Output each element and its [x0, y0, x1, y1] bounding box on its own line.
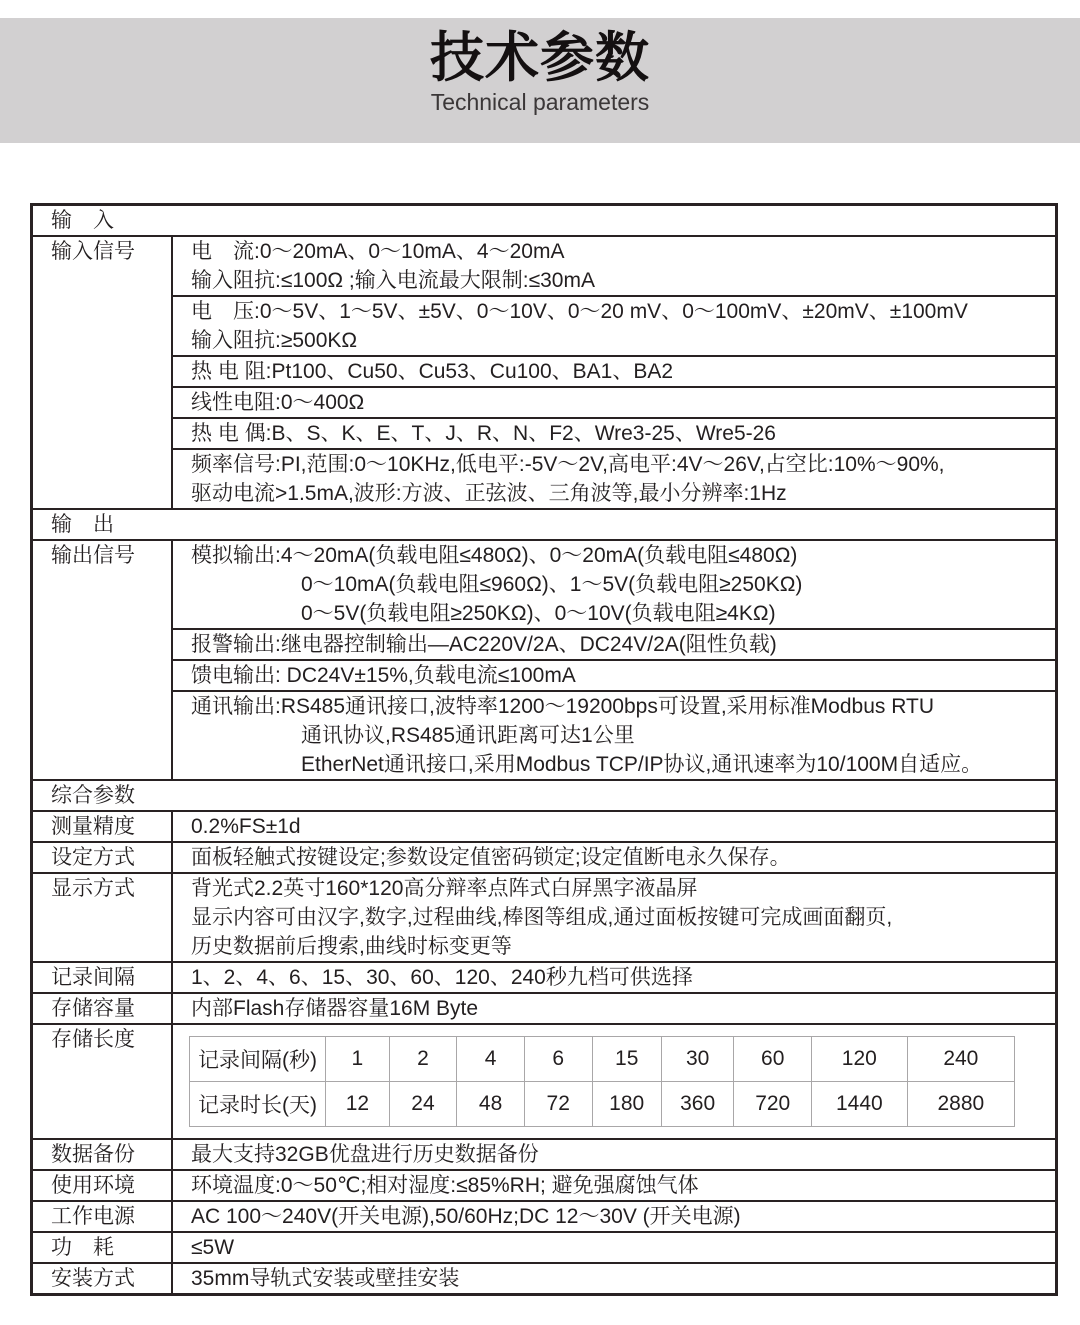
storage-value-cell: 1 [326, 1037, 390, 1082]
spec-line: 热 电 阻:Pt100、Cu50、Cu53、Cu100、BA1、BA2 [191, 360, 674, 383]
spec-line: 驱动电流>1.5mA,波形:方波、正弦波、三角波等,最小分辨率:1Hz [191, 482, 787, 505]
spec-sub-row [173, 963, 1055, 992]
storage-value-cell: 180 [592, 1082, 661, 1127]
storage-length-table-wrap [173, 1025, 1055, 1138]
row-label-record-interval: 记录间隔 [33, 963, 173, 992]
storage-value-cell: 2 [389, 1037, 457, 1082]
storage-value-cell: 4 [457, 1037, 525, 1082]
spec-line: 历史数据前后搜索,曲线时标变更等 [191, 935, 512, 958]
spec-sub-row [173, 843, 1055, 872]
storage-value-cell: 15 [592, 1037, 661, 1082]
row-setting-method [33, 841, 1055, 872]
spec-line: 通讯输出:RS485通讯接口,波特率1200～19200bps可设置,采用标准Modbus RTU [191, 695, 935, 718]
spec-line: 输入阻抗:≤100Ω ;输入电流最大限制:≤30mA [191, 269, 595, 292]
row-label-input-signal: 输入信号 [33, 237, 173, 508]
row-label-setting-method: 设定方式 [33, 843, 173, 872]
spec-sub-row [173, 812, 1055, 841]
spec-sub-row [173, 994, 1055, 1023]
row-output-signal [33, 539, 1055, 779]
section-label-input-header: 输 入 [51, 209, 114, 232]
page-subtitle: Technical parameters [430, 89, 650, 115]
storage-value-cell: 12 [326, 1082, 390, 1127]
storage-value-cell: 360 [661, 1082, 734, 1127]
spec-line: 线性电阻:0～400Ω [191, 391, 365, 414]
spec-line: 馈电输出: DC24V±15%,负载电流≤100mA [191, 664, 576, 687]
spec-line: 通讯协议,RS485通讯距离可达1公里 [301, 724, 635, 747]
spec-line: 报警输出:继电器控制输出—AC220V/2A、DC24V/2A(阻性负载) [191, 633, 777, 656]
storage-value-cell: 2880 [907, 1082, 1014, 1127]
row-label-power-consumption: 功 耗 [33, 1233, 173, 1262]
storage-value-cell: 24 [389, 1082, 457, 1127]
row-display-method [33, 872, 1055, 961]
row-general-params-header [33, 779, 1055, 810]
spec-line: 电 流:0～20mA、0～10mA、4～20mA [191, 240, 565, 263]
title-band [0, 18, 1080, 143]
row-content-display-method [173, 874, 1055, 961]
row-label-output-signal: 输出信号 [33, 541, 173, 779]
spec-line: 35mm导轨式安装或壁挂安装 [191, 1267, 460, 1290]
row-label-data-backup: 数据备份 [33, 1140, 173, 1169]
spec-line: 输入阻抗:≥500KΩ [191, 329, 358, 352]
row-operating-environment [33, 1169, 1055, 1200]
row-label-working-power: 工作电源 [33, 1202, 173, 1231]
row-label-installation: 安装方式 [33, 1264, 173, 1293]
spec-line: 面板轻触式按键设定;参数设定值密码锁定;设定值断电永久保存。 [191, 846, 791, 869]
row-content-record-interval [173, 963, 1055, 992]
storage-length-table [189, 1036, 1015, 1127]
row-label-storage-length: 存储长度 [33, 1025, 173, 1138]
spec-line: 0.2%FS±1d [191, 815, 301, 838]
row-label-measurement-accuracy: 测量精度 [33, 812, 173, 841]
spec-line: 1、2、4、6、15、30、60、120、240秒九档可供选择 [191, 966, 693, 989]
spec-sub-row [173, 386, 1055, 417]
spec-sub-row [173, 1171, 1055, 1200]
spec-sub-row [173, 1233, 1055, 1262]
spec-sub-row [173, 541, 1055, 628]
spec-sub-row [173, 659, 1055, 690]
storage-value-cell: 1440 [811, 1082, 907, 1127]
storage-row-header: 记录间隔(秒) [190, 1037, 326, 1082]
section-label-output-header: 输 出 [51, 513, 114, 536]
row-content-installation [173, 1264, 1055, 1293]
row-measurement-accuracy [33, 810, 1055, 841]
storage-value-cell: 60 [734, 1037, 812, 1082]
spec-sub-row [173, 237, 1055, 295]
spec-line: 电 压:0～5V、1～5V、±5V、0～10V、0～20 mV、0～100mV、±20mV、±100mV [191, 300, 968, 323]
spec-sub-row [173, 448, 1055, 508]
storage-row-header: 记录时长(天) [190, 1082, 326, 1127]
spec-sub-row [173, 1264, 1055, 1293]
spec-sub-row [173, 417, 1055, 448]
storage-interval-row [190, 1037, 1015, 1082]
spec-sub-row [173, 295, 1055, 355]
spec-sub-row [173, 874, 1055, 961]
row-content-input-signal [173, 237, 1055, 508]
storage-value-cell: 120 [811, 1037, 907, 1082]
spec-line: 模拟输出:4～20mA(负载电阻≤480Ω)、0～20mA(负载电阻≤480Ω) [191, 544, 798, 567]
row-data-backup [33, 1138, 1055, 1169]
row-record-interval [33, 961, 1055, 992]
spec-line: 热 电 偶:B、S、K、E、T、J、R、N、F2、Wre3-25、Wre5-26 [191, 422, 776, 445]
spec-table [30, 203, 1058, 1296]
row-content-data-backup [173, 1140, 1055, 1169]
spec-sub-row [173, 690, 1055, 779]
storage-value-cell: 48 [457, 1082, 525, 1127]
row-storage-capacity [33, 992, 1055, 1023]
storage-value-cell: 240 [907, 1037, 1014, 1082]
row-content-setting-method [173, 843, 1055, 872]
spec-line: 背光式2.2英寸160*120高分辩率点阵式白屏黑字液晶屏 [191, 877, 698, 900]
spec-line: 最大支持32GB优盘进行历史数据备份 [191, 1143, 539, 1166]
row-label-display-method: 显示方式 [33, 874, 173, 961]
spec-sub-row [173, 628, 1055, 659]
row-content-storage-length [173, 1025, 1055, 1138]
spec-line: 频率信号:PI,范围:0～10KHz,低电平:-5V～2V,高电平:4V～26V,占空比:10%～90%, [191, 453, 945, 476]
spec-line: AC 100～240V(开关电源),50/60Hz;DC 12～30V (开关电源) [191, 1205, 741, 1228]
row-label-operating-environment: 使用环境 [33, 1171, 173, 1200]
page-title: 技术参数 [430, 28, 650, 88]
spec-line: EtherNet通讯接口,采用Modbus TCP/IP协议,通讯速率为10/100M自适应。 [301, 753, 983, 776]
row-content-power-consumption [173, 1233, 1055, 1262]
row-working-power [33, 1200, 1055, 1231]
row-installation [33, 1262, 1055, 1293]
spec-sub-row [173, 1202, 1055, 1231]
row-storage-length [33, 1023, 1055, 1138]
row-power-consumption [33, 1231, 1055, 1262]
row-content-storage-capacity [173, 994, 1055, 1023]
row-label-storage-capacity: 存储容量 [33, 994, 173, 1023]
row-output-header [33, 508, 1055, 539]
spec-line: 0～10mA(负载电阻≤960Ω)、1～5V(负载电阻≥250KΩ) [301, 573, 803, 596]
storage-value-cell: 30 [661, 1037, 734, 1082]
row-input-header [33, 206, 1055, 235]
storage-value-cell: 720 [734, 1082, 812, 1127]
spec-line: ≤5W [191, 1236, 235, 1259]
section-label-general-params-header: 综合参数 [51, 784, 135, 807]
storage-value-cell: 72 [524, 1082, 592, 1127]
spec-sub-row [173, 1140, 1055, 1169]
spec-sub-row [173, 355, 1055, 386]
row-content-working-power [173, 1202, 1055, 1231]
row-content-output-signal [173, 541, 1055, 779]
row-input-signal [33, 235, 1055, 508]
spec-line: 内部Flash存储器容量16M Byte [191, 997, 479, 1020]
storage-duration-row [190, 1082, 1015, 1127]
storage-value-cell: 6 [524, 1037, 592, 1082]
spec-line: 环境温度:0～50℃;相对湿度:≤85%RH; 避免强腐蚀气体 [191, 1174, 699, 1197]
row-content-operating-environment [173, 1171, 1055, 1200]
row-content-measurement-accuracy [173, 812, 1055, 841]
spec-line: 显示内容可由汉字,数字,过程曲线,棒图等组成,通过面板按键可完成画面翻页, [191, 906, 893, 929]
spec-line: 0～5V(负载电阻≥250KΩ)、0～10V(负载电阻≥4KΩ) [301, 602, 776, 625]
